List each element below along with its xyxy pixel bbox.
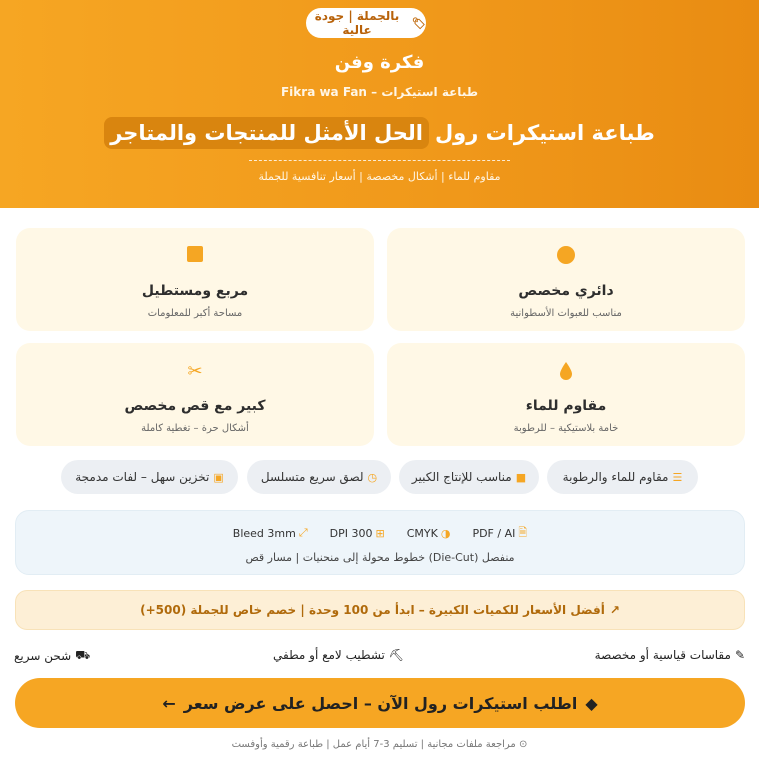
- perk-label: شحن سريع: [14, 649, 72, 663]
- chip-label: مناسب للإنتاج الكبير: [411, 470, 512, 484]
- spec-label: PDF / AI: [472, 526, 516, 540]
- chip-easy-storage: [61, 460, 238, 494]
- hero-banner: [0, 0, 759, 208]
- cta-label: اطلب استيكرات رول الآن – احصل على عرض سعر: [183, 693, 578, 713]
- paint-bucket-icon: ⛏: [388, 648, 405, 662]
- page-title: [0, 112, 759, 154]
- card-subtitle: مساحة أكبر للمعلومات: [147, 308, 243, 319]
- truck-icon: ⛟: [75, 648, 91, 662]
- chart-line-icon: ↗: [609, 603, 620, 617]
- scissors-icon: ✂: [187, 361, 203, 382]
- card-waterproof: [387, 343, 745, 446]
- footer-text: مراجعة ملفات مجانية | تسليم 3-7 أيام عمل | طباعة رقمية وأوفست: [231, 739, 516, 750]
- request-quote-button[interactable]: [15, 678, 745, 728]
- brand-subtitle: Fikra wa Fan – طباعة استيكرات: [280, 85, 479, 99]
- spec-label: Bleed 3mm: [232, 526, 296, 540]
- circle-icon: [387, 246, 745, 269]
- clock-icon: ◷: [367, 470, 378, 484]
- card-subtitle: أشكال حرة – تغطية كاملة: [141, 423, 249, 434]
- card-title: مقاوم للماء: [525, 398, 607, 414]
- layers-icon: ☰: [672, 470, 683, 484]
- palette-icon: ◑: [440, 526, 451, 540]
- headline-part-1: طباعة استيكرات رول: [434, 121, 655, 145]
- globe-icon: ⊙: [518, 739, 528, 750]
- chip-label: تخزين سهل – لفات مدمجة: [75, 470, 210, 484]
- industry-icon: ■: [515, 470, 527, 484]
- chip-label: مقاوم للماء والرطوبة: [562, 470, 669, 484]
- card-title: مربع ومستطيل: [141, 283, 249, 299]
- hero-divider: [249, 160, 510, 161]
- spec-label: CMYK: [406, 526, 438, 540]
- spec-cmyk: [407, 523, 451, 543]
- chip-label: لصق سريع متسلسل: [260, 470, 364, 484]
- headline-highlight: الحل الأمثل للمنتجات والمتاجر: [104, 117, 429, 149]
- grid-icon: ⊞: [375, 526, 385, 540]
- spec-pdf: [472, 523, 527, 543]
- chip-fast-apply: [247, 460, 391, 494]
- ruler-icon: ✎: [734, 648, 745, 662]
- spec-row: [16, 523, 744, 543]
- tag-icon: 🏷: [412, 16, 426, 30]
- perk-finish: [273, 648, 404, 662]
- expand-icon: ⤢: [298, 526, 308, 539]
- file-pdf-icon: 🗎: [518, 525, 528, 539]
- badge-label: بالجملة | جودة عالية: [314, 9, 400, 37]
- square-icon: [16, 246, 374, 267]
- price-text: أفضل الأسعار للكميات الكبيرة – ابدأ من 100 وحدة | خصم خاص للجملة (500+): [140, 603, 605, 617]
- card-title: كبير مع قص مخصص: [124, 398, 266, 414]
- spec-note: خطوط محولة إلى منحنيات | مسار قص (Die-Cut) منفصل: [245, 551, 515, 564]
- boxes-icon: ▣: [213, 470, 224, 484]
- card-large-die-cut: [16, 343, 374, 446]
- footer-note: [0, 739, 759, 750]
- card-title: دائري مخصص: [518, 283, 614, 299]
- card-square-rect: [16, 228, 374, 331]
- file-specs-panel: [15, 510, 745, 575]
- perk-shipping: [14, 648, 90, 664]
- droplet-icon: [387, 361, 745, 386]
- spec-dpi: [330, 523, 385, 543]
- tag-icon: ◆: [585, 693, 598, 713]
- perk-sizes: [595, 648, 745, 662]
- chip-mass-production: [399, 460, 539, 494]
- spec-bleed: [233, 523, 308, 543]
- spec-label: 300 DPI: [329, 526, 373, 540]
- chip-waterproof: [547, 460, 698, 494]
- card-round-custom: [387, 228, 745, 331]
- arrow-left-icon: ←: [162, 693, 176, 713]
- perks-row: [0, 648, 759, 666]
- perk-label: تشطيب لامع أو مطفي: [273, 648, 385, 662]
- feature-chips: [0, 460, 759, 494]
- price-banner: [15, 590, 745, 630]
- hero-features: مقاوم للماء | أشكال مخصصة | أسعار تنافسية للجملة: [258, 170, 501, 183]
- card-subtitle: مناسب للعبوات الأسطوانية: [510, 308, 622, 319]
- perk-label: مقاسات قياسية أو مخصصة: [594, 648, 731, 662]
- brand-name: فكرة وفن: [334, 52, 425, 73]
- card-subtitle: خامة بلاستيكية – للرطوبة: [513, 423, 619, 434]
- wholesale-badge: [306, 8, 426, 38]
